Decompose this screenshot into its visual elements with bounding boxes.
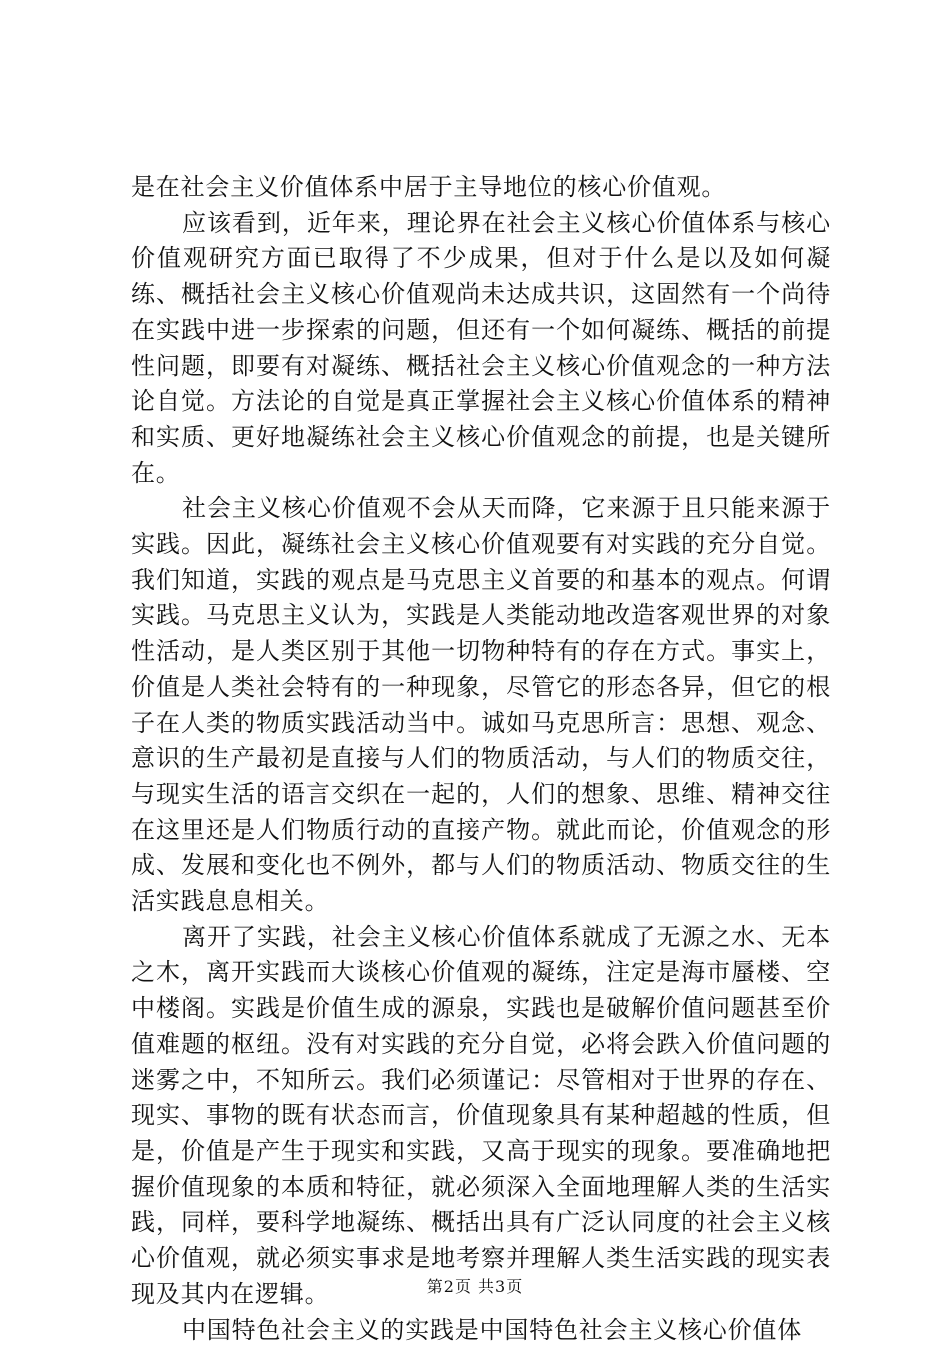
paragraph-chinese-practice: 中国特色社会主义的实践是中国特色社会主义核心价值体 — [131, 1313, 831, 1348]
paragraph-practice-source: 离开了实践，社会主义核心价值体系就成了无源之水、无本之木，离开实践而大谈核心价值观的凝练，注定是海市蜃楼、空中楼阁。实践是价值生成的源泉，实践也是破解价值问题甚至价值难题的枢纽。没有对实践的充分自觉，必将会跌入价值问题的迷雾之中，不知所云。我们必须谨记：尽管相对于世界的存在、现实、事物的既有状态而言，价值现象具有某种超越的性质，但是，价值是产生于现实和实践，又高于现实的现象。要准确地把握价值现象的本质和特征，就必须深入全面地理解人类的生活实践，同样，要科学地凝练、概括出具有广泛认同度的社会主义核心价值观，就必须实事求是地考察并理解人类生活实践的现实表现及其内在逻辑。 — [131, 920, 831, 1313]
paragraph-practice-origin: 社会主义核心价值观不会从天而降，它来源于且只能来源于实践。因此，凝练社会主义核心价值观要有对实践的充分自觉。我们知道，实践的观点是马克思主义首要的和基本的观点。何谓实践。马克思主义认为，实践是人类能动地改造客观世界的对象性活动，是人类区别于其他一切物种特有的存在方式。事实上，价值是人类社会特有的一种现象，尽管它的形态各异，但它的根子在人类的物质实践活动当中。诚如马克思所言：思想、观念、意识的生产最初是直接与人们的物质活动，与人们的物质交往，与现实生活的语言交织在一起的，人们的想象、思维、精神交往在这里还是人们物质行动的直接产物。就此而论，价值观念的形成、发展和变化也不例外，都与人们的物质活动、物质交往的生活实践息息相关。 — [131, 491, 831, 919]
paragraph-continuation: 是在社会主义价值体系中居于主导地位的核心价值观。 — [131, 170, 831, 206]
page-number-footer: 第2页 共3页 — [0, 1274, 950, 1297]
paragraph-methodology: 应该看到，近年来，理论界在社会主义核心价值体系与核心价值观研究方面已取得了不少成果，但对于什么是以及如何凝练、概括社会主义核心价值观尚未达成共识，这固然有一个尚待在实践中进一步探索的问题，但还有一个如何凝练、概括的前提性问题，即要有对凝练、概括社会主义核心价值观念的一种方法论自觉。方法论的自觉是真正掌握社会主义核心价值体系的精神和实质、更好地凝练社会主义核心价值观念的前提，也是关键所在。 — [131, 206, 831, 492]
document-body — [131, 170, 831, 1348]
